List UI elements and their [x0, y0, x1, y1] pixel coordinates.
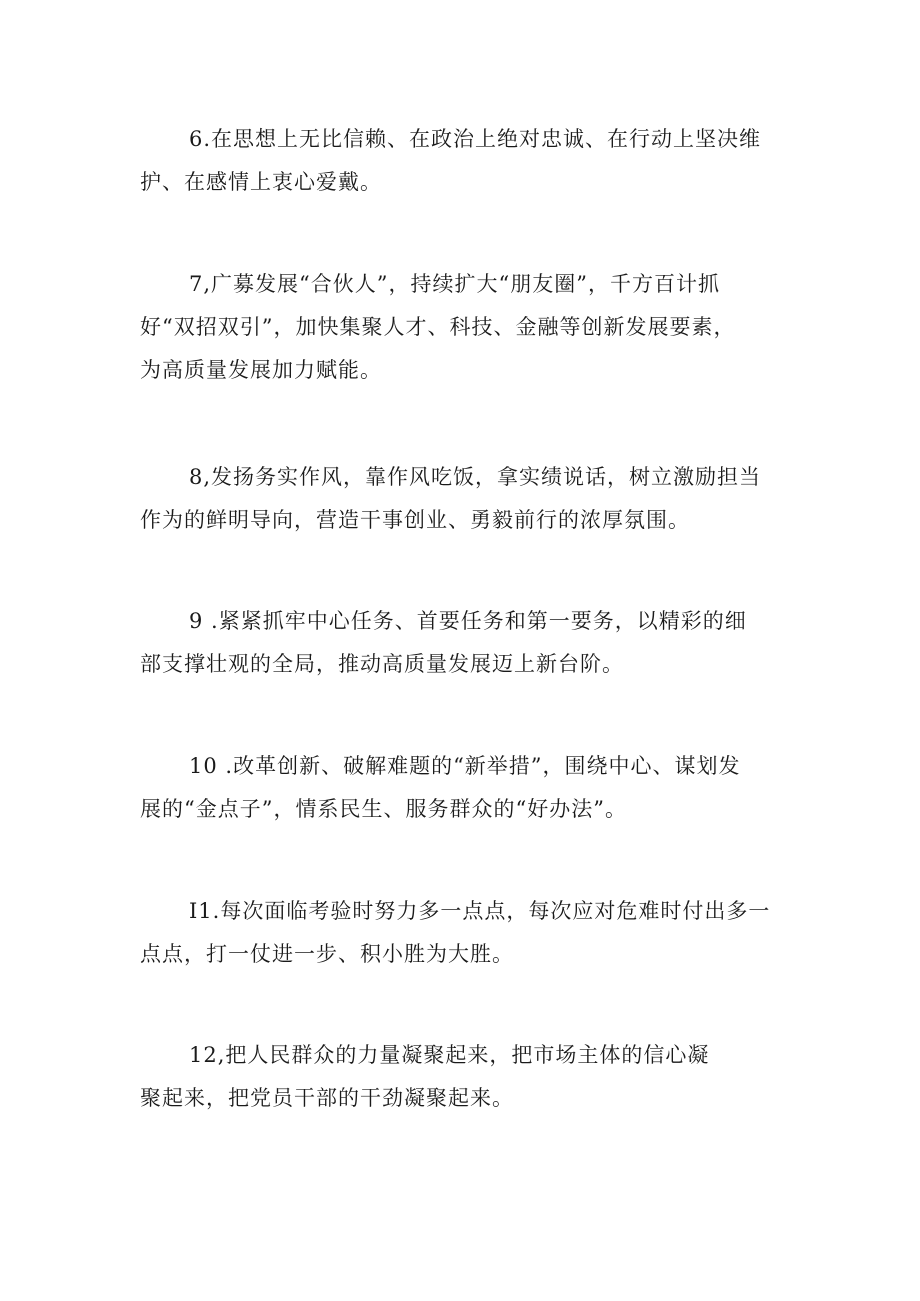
paragraph-line: 9 .紧紧抓牢中心任务、首要任务和第一要务，以精彩的细 — [189, 609, 747, 633]
paragraph-line: 点点，打一仗进一步、积小胜为大胜。 — [140, 942, 514, 966]
paragraph-line: 聚起来，把党员干部的干劲凝聚起来。 — [140, 1086, 514, 1110]
paragraph-line: 7,广募发展“合伙人”，持续扩大“朋友圈”，千方百计抓 — [189, 272, 720, 296]
paragraph-item-8 — [140, 456, 790, 542]
paragraph-line: 好“双招双引”，加快集聚人才、科技、金融等创新发展要素， — [140, 315, 736, 339]
paragraph-item-11 — [140, 890, 790, 976]
paragraph-line: 展的“金点子”，情系民生、服务群众的“好办法”。 — [140, 797, 627, 821]
paragraph-line: I1.每次面临考验时努力多一点点，每次应对危难时付出多一 — [189, 899, 771, 923]
paragraph-line: 为高质量发展加力赋能。 — [140, 358, 382, 382]
paragraph-line: 8,发扬务实作风，靠作风吃饭，拿实绩说话，树立激励担当 — [189, 465, 762, 489]
paragraph-line: 10 .改革创新、破解难题的“新举措”，围绕中心、谋划发 — [189, 754, 741, 778]
paragraph-line: 部支撑壮观的全局，推动高质量发展迈上新台阶。 — [140, 652, 624, 676]
paragraph-item-9 — [140, 600, 790, 686]
paragraph-item-7 — [140, 263, 790, 392]
paragraph-item-6 — [140, 118, 790, 204]
paragraph-item-10 — [140, 745, 790, 831]
paragraph-line: 6.在思想上无比信赖、在政治上绝对忠诚、在行动上坚决维 — [189, 127, 762, 151]
paragraph-line: 作为的鲜明导向，营造干事创业、勇毅前行的浓厚氛围。 — [140, 508, 690, 532]
paragraph-line: 护、在感情上衷心爱戴。 — [140, 170, 382, 194]
paragraph-item-12 — [140, 1034, 790, 1120]
paragraph-line: 12,把人民群众的力量凝聚起来，把市场主体的信心凝 — [189, 1043, 710, 1067]
